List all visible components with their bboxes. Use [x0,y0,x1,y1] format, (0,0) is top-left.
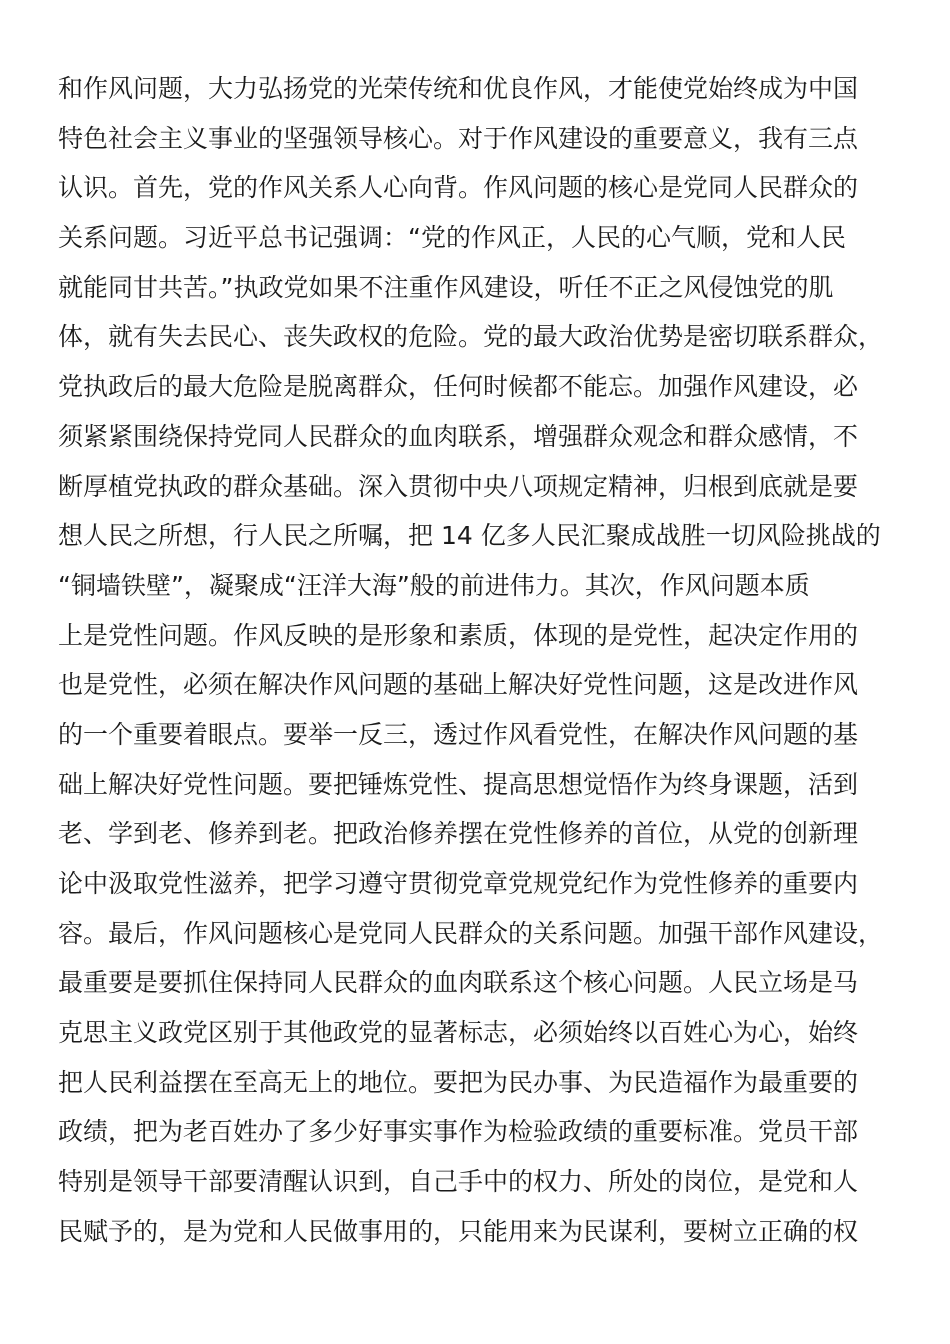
text-line: 础上解决好党性问题。要把锤炼党性、提高思想觉悟作为终身课题，活到 [58,769,859,799]
text-line: 党执政后的最大危险是脱离群众，任何时候都不能忘。加强作风建设，必 [58,372,859,402]
text-line: 也是党性，必须在解决作风问题的基础上解决好党性问题，这是改进作风 [58,670,859,700]
text-line: 把人民利益摆在至高无上的地位。要把为民办事、为民造福作为最重要的 [58,1067,859,1097]
text-line: 的一个重要着眼点。要举一反三，透过作风看党性，在解决作风问题的基 [58,719,859,749]
text-line: 民赋予的，是为党和人民做事用的，只能用来为民谋利，要树立正确的权 [58,1216,859,1246]
text-line: 须紧紧围绕保持党同人民群众的血肉联系，增强群众观念和群众感情，不 [58,421,859,451]
text-line: 上是党性问题。作风反映的是形象和素质，体现的是党性，起决定作用的 [58,620,859,650]
text-line: 关系问题。习近平总书记强调：“党的作风正，人民的心气顺，党和人民 [58,223,846,253]
text-line: 特色社会主义事业的坚强领导核心。对于作风建设的重要意义，我有三点 [58,123,859,153]
text-line: 就能同甘共苦。”执政党如果不注重作风建设，听任不正之风侵蚀党的肌 [58,272,834,302]
text-line: 认识。首先，党的作风关系人心向背。作风问题的核心是党同人民群众的 [58,173,859,203]
text-line: 特别是领导干部要清醒认识到，自己手中的权力、所处的岗位，是党和人 [58,1167,859,1197]
text-line: 断厚植党执政的群众基础。深入贯彻中央八项规定精神，归根到底就是要 [58,471,859,501]
body-text [58,64,898,1257]
text-line: 论中汲取党性滋养，把学习遵守贯彻党章党规党纪作为党性修养的重要内 [58,869,859,898]
text-line: 和作风问题，大力弘扬党的光荣传统和优良作风，才能使党始终成为中国 [58,74,859,103]
text-line: “铜墙铁壁”，凝聚成“汪洋大海”般的前进伟力。其次，作风问题本质 [58,570,810,600]
text-line: 老、学到老、修养到老。把政治修养摆在党性修养的首位，从党的创新理 [58,819,859,849]
text-line: 政绩，把为老百姓办了多少好事实事作为检验政绩的重要标准。党员干部 [58,1117,859,1147]
text-line: 体，就有失去民心、丧失政权的危险。党的最大政治优势是密切联系群众， [58,322,884,352]
text-line: 最重要是要抓住保持同人民群众的血肉联系这个核心问题。人民立场是马 [58,968,859,998]
text-line: 克思主义政党区别于其他政党的显著标志，必须始终以百姓心为心，始终 [58,1018,859,1048]
text-line: 容。最后，作风问题核心是党同人民群众的关系问题。加强干部作风建设， [58,918,884,948]
text-line: 想人民之所想，行人民之所嘱，把 14 亿多人民汇聚成战胜一切风险挑战的 [58,521,881,551]
